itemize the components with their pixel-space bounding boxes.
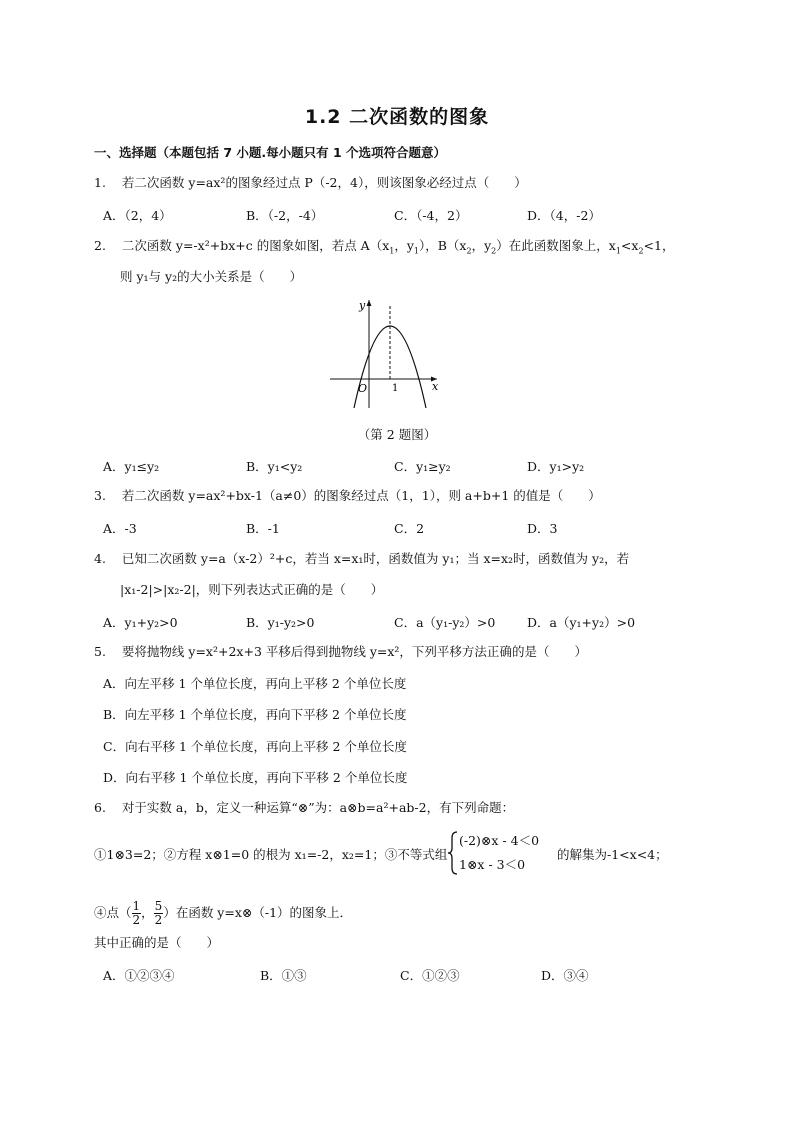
q3-option-b: B．-1: [246, 521, 280, 536]
question-number: 3.: [94, 488, 106, 503]
q4-option-c: C．a（y₁-y₂）>0: [394, 615, 496, 630]
question-6: [94, 799, 514, 817]
question-6-line-4: 其中正确的是（ ）: [94, 935, 220, 950]
q1-option-d: D．（4，-2）: [527, 208, 601, 223]
question-4: [94, 550, 629, 568]
q4-option-a: A．y₁+y₂>0: [103, 615, 178, 630]
question-number: 2.: [94, 238, 106, 253]
q3-option-d: D．3: [527, 521, 558, 536]
q2-option-a: A．y₁≤y₂: [103, 459, 160, 474]
q5-option-b: B．向左平移 1 个单位长度，再向下平移 2 个单位长度: [103, 707, 407, 722]
inequality-1: (-2)⊗x - 4＜0: [459, 833, 540, 848]
q1-option-b: B．（-2，-4）: [246, 208, 324, 223]
question-text: 已知二次函数 y=a（x-2）²+c，若当 x=x₁时，函数值为 y₁；当 x=x₂时，函数值为 y₂，若: [121, 551, 630, 566]
question-text: 若二次函数 y=ax²的图象经过点 P（-2，4），则该图象必经过点（ ）: [121, 175, 527, 190]
figure-caption: （第 2 题图）: [357, 427, 437, 442]
origin-label: O: [358, 382, 368, 395]
q2-option-d: D．y₁>y₂: [527, 459, 585, 474]
tick-label: 1: [392, 383, 399, 394]
question-text: 对于实数 a，b，定义一种运算“⊗”为：a⊗b=a²+ab-2，有下列命题：: [121, 800, 515, 815]
y-axis-label: y: [359, 299, 366, 312]
question-number: 6.: [94, 800, 106, 815]
q2-option-c: C．y₁≥y₂: [394, 459, 451, 474]
question-4-line-2: |x₁-2|>|x₂-2|，则下列表达式正确的是（ ）: [120, 582, 384, 597]
question-6-line-3: ④点（ $\frac{1}{2}$ ， $\frac{5}{2}$ ）在函数 y=x⊗（-1）的图象上．: [94, 899, 353, 927]
q5-option-c: C．向右平移 1 个单位长度，再向上平移 2 个单位长度: [103, 739, 407, 754]
q4-option-d: D．a（y₁+y₂）>0: [527, 615, 636, 630]
question-5: [94, 643, 587, 661]
question-6-line-2-end: 的解集为-1<x<4；: [557, 847, 668, 862]
question-1: [94, 174, 527, 192]
q2-option-b: B．y₁<y₂: [246, 459, 303, 474]
brace-icon: [447, 830, 459, 876]
inequality-2: 1⊗x - 3＜0: [459, 857, 526, 872]
q1-option-a: A．（2，4）: [103, 208, 172, 223]
question-6-line-2: ①1⊗3=2；②方程 x⊗1=0 的根为 x₁=-2，x₂=1；③不等式组: [94, 847, 448, 862]
x-axis-label: x: [432, 380, 439, 393]
question-text: 若二次函数 y=ax²+bx-1（a≠0）的图象经过点（1，1），则 a+b+1 的值是（ ）: [121, 488, 601, 503]
q1-option-c: C．（-4，2）: [394, 208, 468, 223]
page-title: 1.2 二次函数的图象: [304, 106, 490, 128]
q6-option-d: D．③④: [541, 968, 589, 983]
question-2-line-2: 则 y₁与 y₂的大小关系是（ ）: [120, 269, 303, 284]
y-axis-arrow-icon: [367, 300, 372, 306]
q5-option-a: A．向左平移 1 个单位长度，再向上平移 2 个单位长度: [103, 676, 407, 691]
q6-option-c: C．①②③: [400, 968, 460, 983]
q6-option-a: A．①②③④: [103, 968, 175, 983]
fraction-five-halves: $\frac{5}{2}$: [154, 899, 163, 927]
question-2: [94, 237, 674, 261]
question-text: 二次函数 y=-x²+bx+c 的图象如图，若点 $A(x_1$，$y_1$），$B(x_2$，$y_2$）在此函数图象上，$x_1<x_2<1$，: [121, 238, 675, 256]
q6-option-b: B．①③: [260, 968, 307, 983]
q5-option-d: D．向右平移 1 个单位长度，再向下平移 2 个单位长度: [103, 770, 408, 785]
question-number: 1.: [94, 175, 106, 190]
question-text: 要将抛物线 y=x²+2x+3 平移后得到抛物线 y=x²，下列平移方法正确的是（ ）: [121, 644, 587, 659]
parabola-graph: [325, 296, 445, 410]
q3-option-c: C．2: [394, 521, 425, 536]
question-3: [94, 487, 601, 505]
fraction-one-half: $\frac{1}{2}$: [132, 899, 141, 927]
q3-option-a: A．-3: [103, 521, 137, 536]
question-number: 4.: [94, 551, 106, 566]
q4-option-b: B．y₁-y₂>0: [246, 615, 315, 630]
question-number: 5.: [94, 644, 106, 659]
section-heading: 一、选择题（本题包括 7 小题.每小题只有 1 个选项符合题意）: [94, 145, 447, 160]
